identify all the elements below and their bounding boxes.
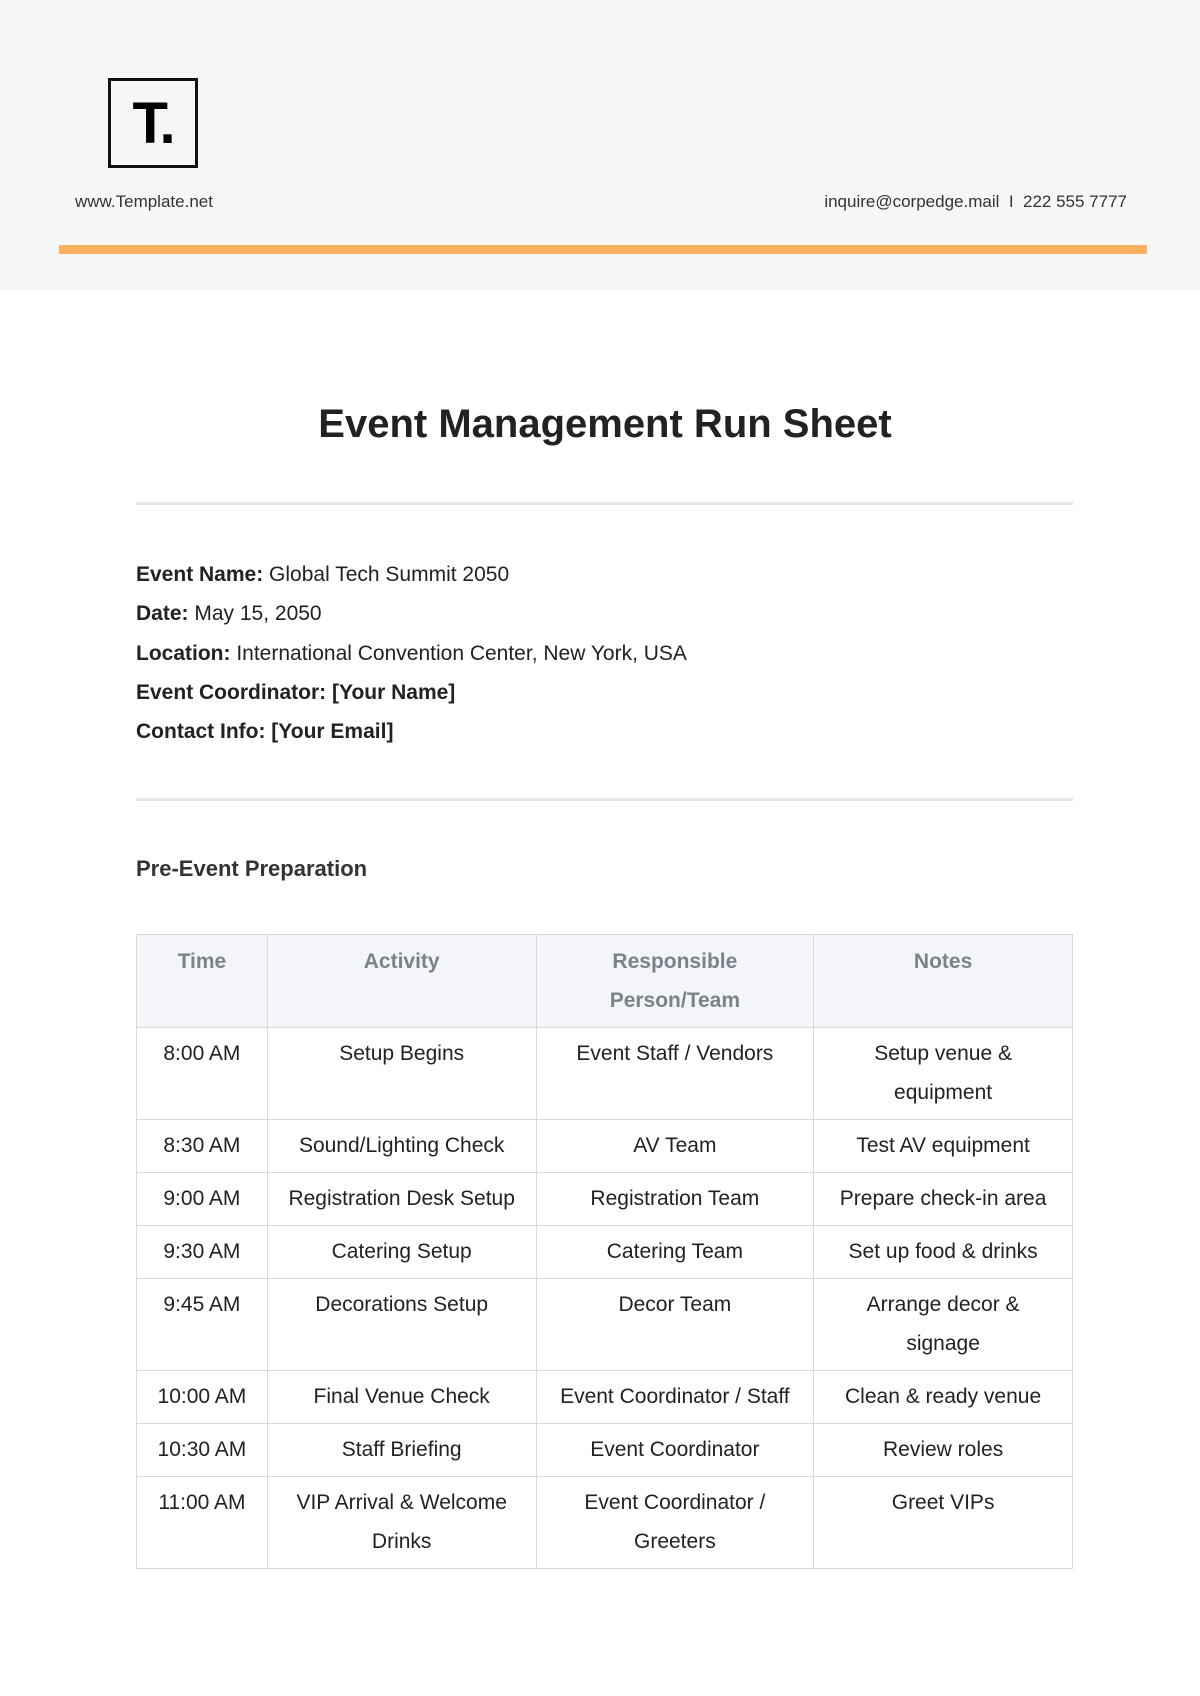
header-responsible: Responsible Person/Team (536, 935, 814, 1028)
cell-notes: Review roles (814, 1424, 1073, 1477)
contact-text: inquire@corpedge.mail I 222 555 7777 (824, 192, 1127, 211)
cell-activity: VIP Arrival & Welcome Drinks (267, 1477, 536, 1569)
event-info (136, 555, 687, 751)
cell-notes: Greet VIPs (814, 1477, 1073, 1569)
cell-time: 9:30 AM (137, 1226, 268, 1279)
table-row (137, 1226, 1073, 1279)
table-row (137, 1028, 1073, 1120)
cell-notes: Arrange decor & signage (814, 1279, 1073, 1371)
info-contact: Contact Info: [Your Email] (136, 720, 394, 744)
website-text: www.Template.net (75, 192, 213, 211)
table-header-row (137, 935, 1073, 1028)
info-coordinator: Event Coordinator: [Your Name] (136, 680, 456, 704)
cell-responsible: Event Staff / Vendors (536, 1028, 814, 1120)
cell-responsible: AV Team (536, 1120, 814, 1173)
info-location: Location: International Convention Center, New York, USA (136, 641, 687, 665)
table-row (137, 1279, 1073, 1371)
cell-notes: Set up food & drinks (814, 1226, 1073, 1279)
header-notes: Notes (814, 935, 1073, 1028)
section-title: Pre-Event Preparation (136, 856, 368, 881)
cell-activity: Catering Setup (267, 1226, 536, 1279)
header-activity: Activity (267, 935, 536, 1028)
accent-divider (59, 245, 1147, 254)
cell-responsible: Registration Team (536, 1173, 814, 1226)
cell-activity: Staff Briefing (267, 1424, 536, 1477)
cell-notes: Prepare check-in area (814, 1173, 1073, 1226)
cell-responsible: Event Coordinator (536, 1424, 814, 1477)
cell-responsible: Catering Team (536, 1226, 814, 1279)
page-title: Event Management Run Sheet (318, 402, 892, 446)
info-event-name: Event Name: Global Tech Summit 2050 (136, 563, 510, 586)
cell-activity: Final Venue Check (267, 1371, 536, 1424)
cell-time: 10:30 AM (137, 1424, 268, 1477)
cell-activity: Registration Desk Setup (267, 1173, 536, 1226)
cell-notes: Setup venue & equipment (814, 1028, 1073, 1120)
cell-activity: Decorations Setup (267, 1279, 536, 1371)
divider (136, 502, 1073, 505)
template-logo: T. (108, 78, 198, 168)
table-row (137, 1424, 1073, 1477)
page-header (0, 0, 1200, 290)
cell-time: 9:45 AM (137, 1279, 268, 1371)
header-time: Time (137, 935, 268, 1028)
cell-responsible: Decor Team (536, 1279, 814, 1371)
cell-time: 10:00 AM (137, 1371, 268, 1424)
table-row (137, 1120, 1073, 1173)
info-date: Date: May 15, 2050 (136, 602, 322, 626)
divider (136, 798, 1073, 801)
run-sheet-table (136, 934, 1073, 1569)
cell-activity: Setup Begins (267, 1028, 536, 1120)
cell-time: 8:30 AM (137, 1120, 268, 1173)
cell-activity: Sound/Lighting Check (267, 1120, 536, 1173)
cell-time: 11:00 AM (137, 1477, 268, 1569)
cell-time: 9:00 AM (137, 1173, 268, 1226)
cell-notes: Test AV equipment (814, 1120, 1073, 1173)
table-row (137, 1477, 1073, 1569)
cell-responsible: Event Coordinator / Greeters (536, 1477, 814, 1569)
cell-time: 8:00 AM (137, 1028, 268, 1120)
cell-responsible: Event Coordinator / Staff (536, 1371, 814, 1424)
table-row (137, 1173, 1073, 1226)
table-row (137, 1371, 1073, 1424)
cell-notes: Clean & ready venue (814, 1371, 1073, 1424)
